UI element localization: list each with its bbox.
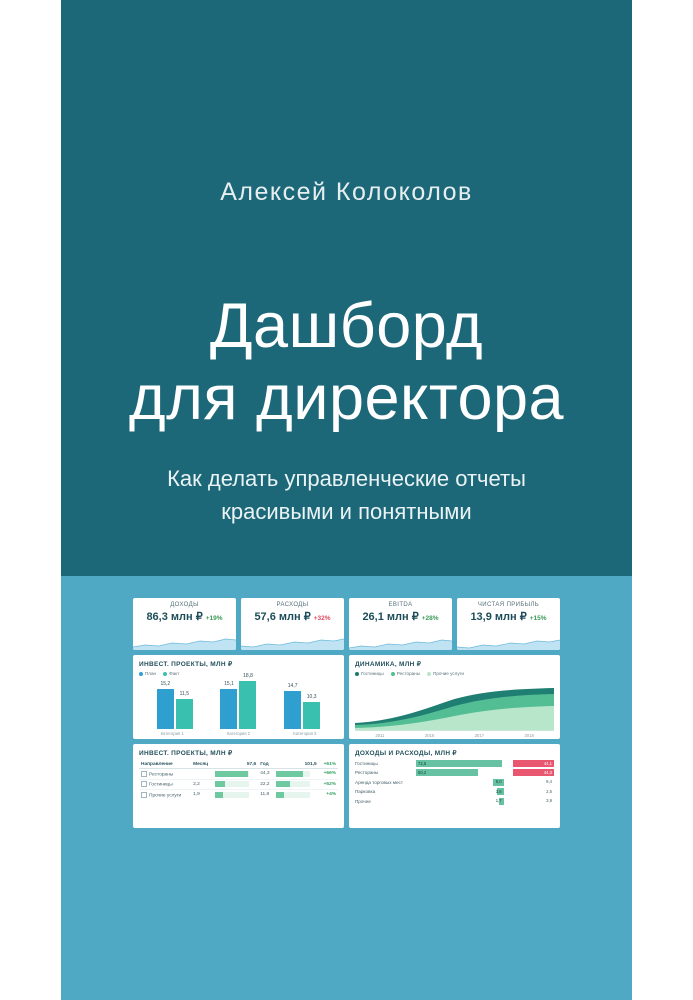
row-name: Аренда торговых мест [355, 779, 403, 785]
legend-item [355, 671, 384, 676]
row-year-value: 22,2 [258, 779, 274, 789]
row-month-bar [213, 790, 258, 800]
stacked-area-chart [355, 679, 554, 731]
legend-label: План [145, 671, 157, 676]
bar-plan [157, 681, 174, 729]
kpi-label: РАСХОДЫ [276, 602, 309, 608]
legend-dot-icon [163, 672, 167, 676]
axis-tick-label: 2011 [375, 733, 385, 738]
legend-item [139, 671, 156, 676]
kpi-card-ebitda [349, 598, 452, 650]
legend-item [427, 671, 464, 676]
row-name: Рестораны [149, 772, 174, 778]
column-header-month: Месяц [191, 760, 213, 769]
panel-invest-projects-chart [133, 655, 344, 739]
time-axis [355, 733, 554, 738]
kpi-row [133, 598, 560, 650]
expense-value: 44,1 [543, 760, 552, 766]
diverging-bar [416, 798, 554, 805]
legend-dot-icon [427, 672, 431, 676]
bar-fact [303, 694, 320, 729]
column-header-delta: +61% [319, 760, 338, 769]
row-name: Рестораны [355, 770, 379, 776]
panel-dynamics-chart [349, 655, 560, 739]
row-year-bar [274, 779, 319, 789]
diverging-bar [416, 760, 554, 767]
income-value: 1,7 [495, 798, 502, 804]
row-name: Гостиницы [149, 782, 173, 788]
legend-label: Факт [169, 671, 180, 676]
income-expense-row [355, 760, 554, 767]
kpi-value-row [247, 610, 338, 623]
title-line-1: Дашборд [209, 291, 484, 361]
kpi-value: 57,6 млн ₽ [254, 611, 311, 623]
category-label: Категория 1 [160, 731, 184, 736]
legend-dot-icon [391, 672, 395, 676]
bar-value: 11,5 [179, 691, 190, 697]
column-header-year: Год [258, 760, 274, 769]
row-delta: +52% [319, 779, 338, 789]
category-label: Категория 2 [226, 731, 251, 736]
invest-projects-table [139, 760, 338, 800]
row-name: Гостиницы [355, 761, 378, 766]
table-row [139, 779, 338, 789]
kpi-label: ДОХОДЫ [170, 602, 199, 608]
kpi-card-expenses [241, 598, 344, 650]
legend-item [391, 671, 420, 676]
row-month-bar [213, 779, 258, 789]
kpi-value: 26,1 млн ₽ [362, 611, 419, 623]
kpi-card-income [133, 598, 236, 650]
column-header-direction: Направление [139, 760, 191, 769]
row-month-value: 1,9 [193, 792, 200, 798]
row-month-value [191, 769, 213, 779]
income-expense-row [355, 788, 554, 795]
row-year-value: 44,3 [258, 769, 274, 779]
bar-value: 10,3 [306, 694, 317, 700]
panel-income-expense [349, 744, 560, 828]
category-axis [139, 731, 338, 736]
category-label: Категория 3 [293, 731, 317, 736]
bar-group [220, 673, 256, 729]
bar-fact [176, 691, 193, 729]
row-delta: +66% [319, 769, 338, 779]
axis-tick-label: 2017 [474, 733, 485, 738]
title-line-2: для директора [128, 363, 565, 433]
kpi-delta: +28% [421, 615, 439, 622]
kpi-label: EBITDA [388, 602, 413, 608]
dashboard-middle-row [133, 655, 560, 739]
kpi-delta: +19% [205, 615, 223, 622]
sparkline-chart [349, 636, 452, 650]
income-value: 3,8 [495, 788, 502, 794]
bar-plan [284, 683, 301, 729]
kpi-delta: +32% [313, 615, 331, 622]
row-label [139, 779, 191, 789]
expand-icon[interactable] [141, 792, 147, 798]
kpi-value: 86,3 млн ₽ [146, 611, 203, 623]
legend-dot-icon [139, 672, 143, 676]
income-expense-row [355, 798, 554, 805]
expense-value: 9,4 [546, 779, 552, 785]
panel-title: ДОХОДЫ И РАСХОДЫ, МЛН ₽ [355, 750, 457, 757]
table-row [139, 769, 338, 779]
chart-legend [139, 671, 338, 676]
column-header-year-total: 101,5 [274, 760, 319, 769]
subtitle-line-1: Как делать управленческие отчеты [167, 466, 526, 491]
income-value: 72,5 [418, 760, 427, 766]
table-header-row [139, 760, 338, 769]
panel-invest-projects-table [133, 744, 344, 828]
chart-legend [355, 671, 554, 676]
row-year-value: 11,8 [260, 792, 270, 798]
income-value: 50,2 [418, 769, 427, 775]
panel-title: ИНВЕСТ. ПРОЕКТЫ, МЛН ₽ [139, 661, 233, 668]
axis-tick-label: 2018 [524, 733, 534, 738]
bar-plan [220, 681, 237, 729]
sparkline-chart [457, 636, 560, 650]
bar-cell [276, 771, 310, 777]
book-title [61, 290, 632, 434]
expense-value: 44,3 [543, 769, 552, 775]
legend-item [163, 671, 179, 676]
bar-cell [215, 781, 249, 787]
kpi-value-row [355, 610, 446, 623]
bar-cell [276, 781, 310, 787]
kpi-value-row [463, 610, 554, 623]
diverging-bar [416, 788, 554, 795]
row-name: Прочее [355, 798, 371, 804]
expand-icon[interactable] [141, 771, 147, 777]
expense-value: 3,9 [546, 798, 552, 804]
income-expense-row [355, 769, 554, 776]
bar-cell [215, 771, 249, 777]
row-month-bar [213, 769, 258, 779]
diverging-bar [416, 769, 554, 776]
diverging-bar [416, 779, 554, 786]
expense-value: 2,5 [546, 788, 552, 794]
panel-title: ИНВЕСТ. ПРОЕКТЫ, МЛН ₽ [139, 750, 233, 757]
sparkline-chart [241, 636, 344, 650]
dashboard-illustration [133, 598, 560, 838]
sparkline-chart [133, 636, 236, 650]
bar-cell [276, 792, 310, 798]
axis-tick-label: 2016 [424, 733, 435, 738]
bar-group [157, 681, 193, 729]
kpi-value-row [139, 610, 230, 623]
table-row [139, 790, 338, 800]
row-label [139, 790, 191, 800]
row-month-value: 2,2 [191, 779, 213, 789]
book-subtitle [61, 462, 632, 528]
kpi-card-net-profit [457, 598, 560, 650]
income-value: 6,0 [495, 779, 502, 785]
kpi-delta: +15% [529, 615, 547, 622]
bar-value: 14,7 [287, 683, 298, 689]
row-year-bar [274, 790, 319, 800]
row-label [139, 769, 191, 779]
expand-icon[interactable] [141, 781, 147, 787]
bar-value: 18,8 [243, 673, 253, 679]
subtitle-line-2: красивыми и понятными [221, 499, 472, 524]
row-name: Парковка [355, 789, 376, 795]
kpi-label: ЧИСТАЯ ПРИБЫЛЬ [477, 602, 540, 608]
income-bar [416, 760, 502, 767]
author-name: Алексей Колоколов [220, 178, 473, 206]
dashboard-bottom-row [133, 744, 560, 828]
kpi-value: 13,9 млн ₽ [470, 611, 527, 623]
legend-label: Рестораны [396, 671, 421, 676]
income-expense-row [355, 779, 554, 786]
row-year-bar [274, 769, 319, 779]
bar-value: 15,1 [224, 681, 234, 687]
row-name: Прочие услуги [149, 792, 182, 798]
panel-title: ДИНАМИКА, МЛН ₽ [355, 661, 422, 668]
bar-cell [215, 792, 249, 798]
row-delta: +4% [326, 792, 336, 798]
column-header-month-total: 57,6 [213, 760, 258, 769]
legend-label: Гостиницы [361, 671, 384, 676]
legend-label: Прочие услуги [433, 671, 464, 676]
bar-fact [239, 673, 256, 729]
bar-group [284, 683, 320, 729]
bar-value: 15,2 [160, 681, 171, 687]
legend-dot-icon [355, 672, 359, 676]
